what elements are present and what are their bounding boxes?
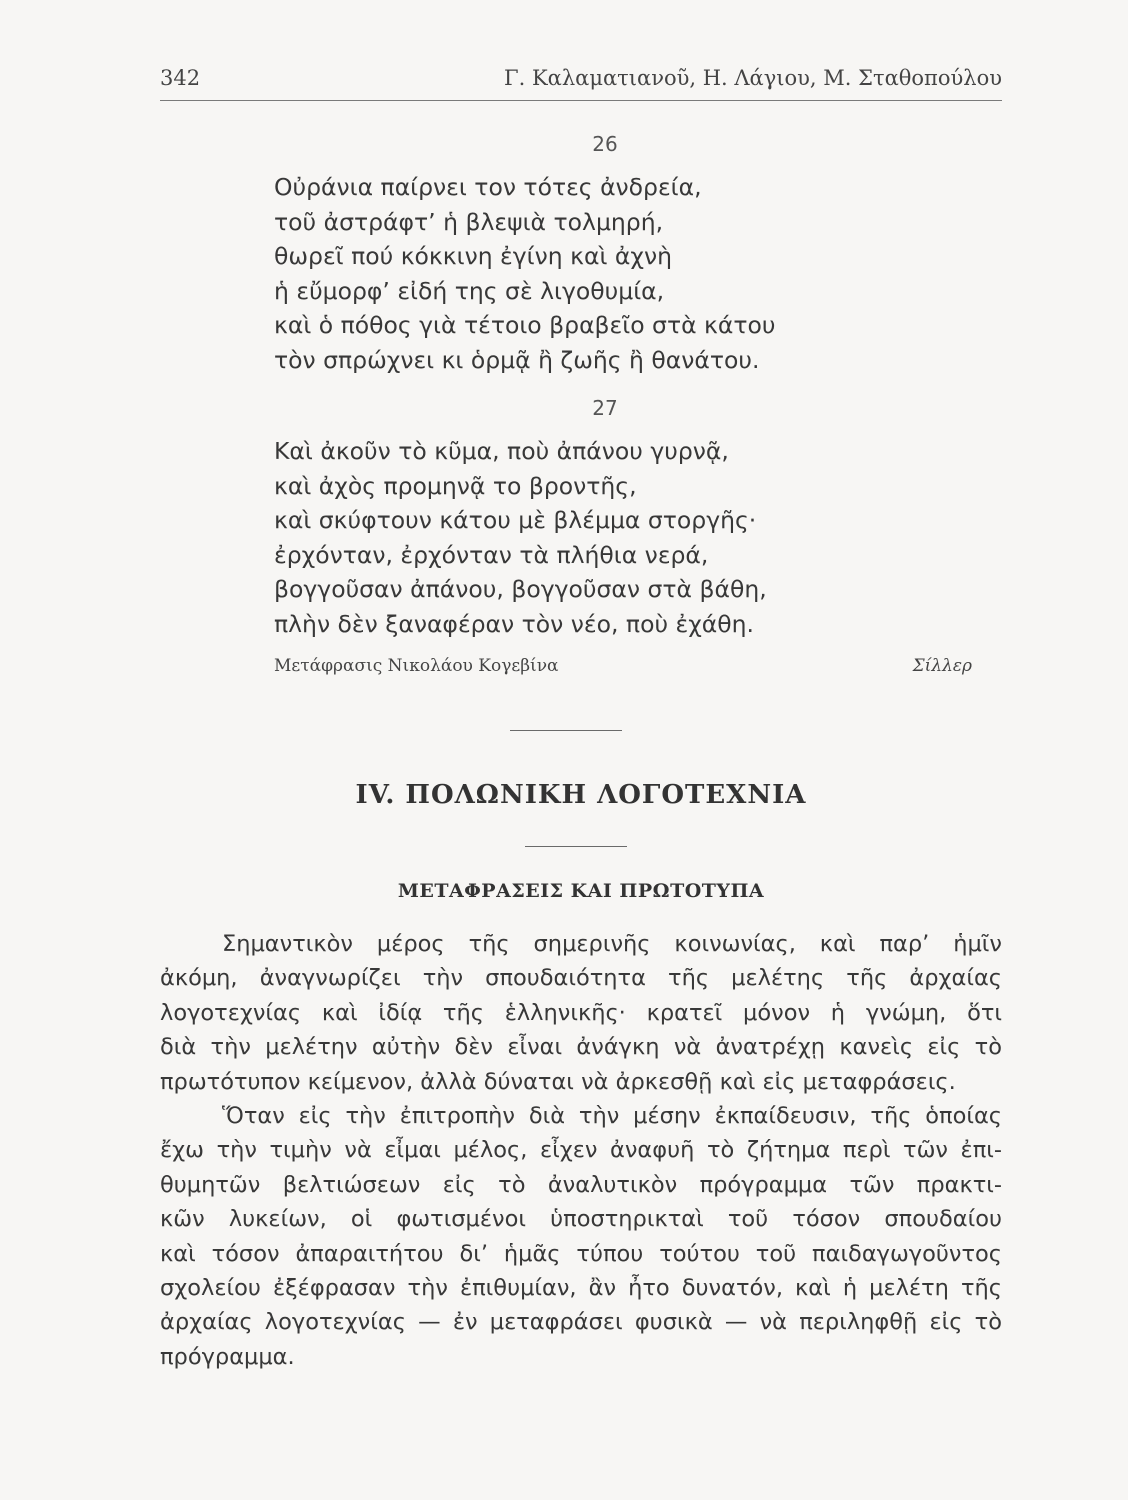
- poem-author: Σίλλερ: [912, 656, 972, 676]
- prose-line: σχολείου ἐξέφρασαν τὴν ἐπιθυμίαν, ἂν ἦτο δυνατόν, καὶ ἡ μελέτη τῆς: [160, 1274, 1002, 1301]
- prose-line: καὶ τόσον ἀπαραιτήτου δι’ ἡμᾶς τύπου τούτου τοῦ παιδαγωγοῦντος: [160, 1240, 1002, 1267]
- verse-line: ἐρχόνταν, ἐρχόνταν τὰ πλήθια νερά,: [274, 540, 709, 569]
- section-divider-middle: [525, 846, 627, 847]
- running-head-authors: Γ. Καλαματιανοῦ, Η. Λάγιου, Μ. Σταθοπούλου: [504, 66, 1002, 90]
- verse-line: τὸν σπρώχνει κι ὁρμᾷ ἢ ζωῆς ἢ θανάτου.: [274, 345, 760, 374]
- verse-line: βογγοῦσαν ἀπάνου, βογγοῦσαν στὰ βάθη,: [274, 575, 767, 604]
- prose-line: Ὅταν εἰς τὴν ἐπιτροπὴν διὰ τὴν μέσην ἐκπαίδευσιν, τῆς ὁποίας: [222, 1102, 1002, 1129]
- stanza-27: [274, 434, 914, 642]
- verse-line: θωρεῖ πού κόκκινη ἐγίνη καὶ ἀχνὴ: [274, 242, 672, 271]
- translator-credit: Μετάφρασις Νικολάου Κογεβίνα: [274, 656, 559, 676]
- verse-line: καὶ ὁ πόθος γιὰ τέτοιο βραβεῖο στὰ κάτου: [274, 311, 776, 340]
- stanza-number-27: 27: [592, 396, 618, 420]
- section-divider-top: [510, 730, 622, 731]
- page-number: 342: [160, 66, 201, 90]
- prose-line: ἔχω τὴν τιμὴν νὰ εἶμαι μέλος, εἶχεν ἀναφυῆ τὸ ζήτημα περὶ τῶν ἐπι-: [160, 1137, 1002, 1164]
- verse-line: καὶ ἀχὸς προμηνᾷ το βροντῆς,: [274, 471, 637, 500]
- subsection-title: ΜΕΤΑΦΡΑΣΕΙΣ ΚΑΙ ΠΡΩΤΟΤΥΠΑ: [397, 880, 765, 902]
- prose-line: θυμητῶν βελτιώσεων εἰς τὸ ἀναλυτικὸν πρόγραμμα τῶν πρακτι-: [160, 1171, 1002, 1198]
- stanza-26: [274, 170, 914, 378]
- verse-line: τοῦ ἀστράφτ’ ἡ βλεψιὰ τολμηρή,: [274, 207, 664, 236]
- prose-line: κῶν λυκείων, οἱ φωτισμένοι ὑποστηρικταὶ τοῦ τόσον σπουδαίου: [160, 1206, 1002, 1233]
- verse-line: πλὴν δὲν ξαναφέραν τὸν νέο, ποὺ ἐχάθη.: [274, 609, 755, 638]
- verse-line: ἡ εὔμορφ’ εἰδή της σὲ λιγοθυμία,: [274, 276, 665, 305]
- verse-line: Οὐράνια παίρνει τον τότες ἀνδρεία,: [274, 173, 702, 201]
- running-header: [160, 64, 1002, 101]
- prose-line: πρωτότυπον κείμενον, ἀλλὰ δύναται νὰ ἀρκεσθῇ καὶ εἰς μεταφράσεις.: [160, 1068, 956, 1095]
- prose-line: πρόγραμμα.: [160, 1343, 295, 1370]
- prose-line: διὰ τὴν μελέτην αὐτὴν δὲν εἶναι ἀνάγκη νὰ ἀνατρέχῃ κανεὶς εἰς τὸ: [160, 1034, 1002, 1061]
- poem-attribution: [274, 656, 972, 686]
- verse-line: Καὶ ἀκοῦν τὸ κῦμα, ποὺ ἀπάνου γυρνᾷ,: [274, 437, 729, 465]
- prose-line: Σημαντικὸν μέρος τῆς σημερινῆς κοινωνίας, καὶ παρ’ ἡμῖν: [222, 931, 1002, 957]
- verse-line: καὶ σκύφτουν κάτου μὲ βλέμμα στοργῆς·: [274, 506, 757, 535]
- prose-line: ἀρχαίας λογοτεχνίας — ἐν μεταφράσει φυσικὰ — νὰ περιληφθῇ εἰς τὸ: [160, 1309, 1002, 1336]
- body-text: [160, 927, 1002, 1374]
- prose-line: λογοτεχνίας καὶ ἰδίᾳ τῆς ἑλληνικῆς· κρατεῖ μόνον ἡ γνώμη, ὅτι: [160, 999, 1002, 1026]
- prose-line: ἀκόμη, ἀναγνωρίζει τὴν σπουδαιότητα τῆς μελέτης τῆς ἀρχαίας: [160, 965, 1002, 992]
- stanza-number-26: 26: [592, 132, 618, 156]
- section-title: IV. ΠΟΛΩΝΙΚΗ ΛΟΓΟΤΕΧΝΙΑ: [355, 780, 807, 810]
